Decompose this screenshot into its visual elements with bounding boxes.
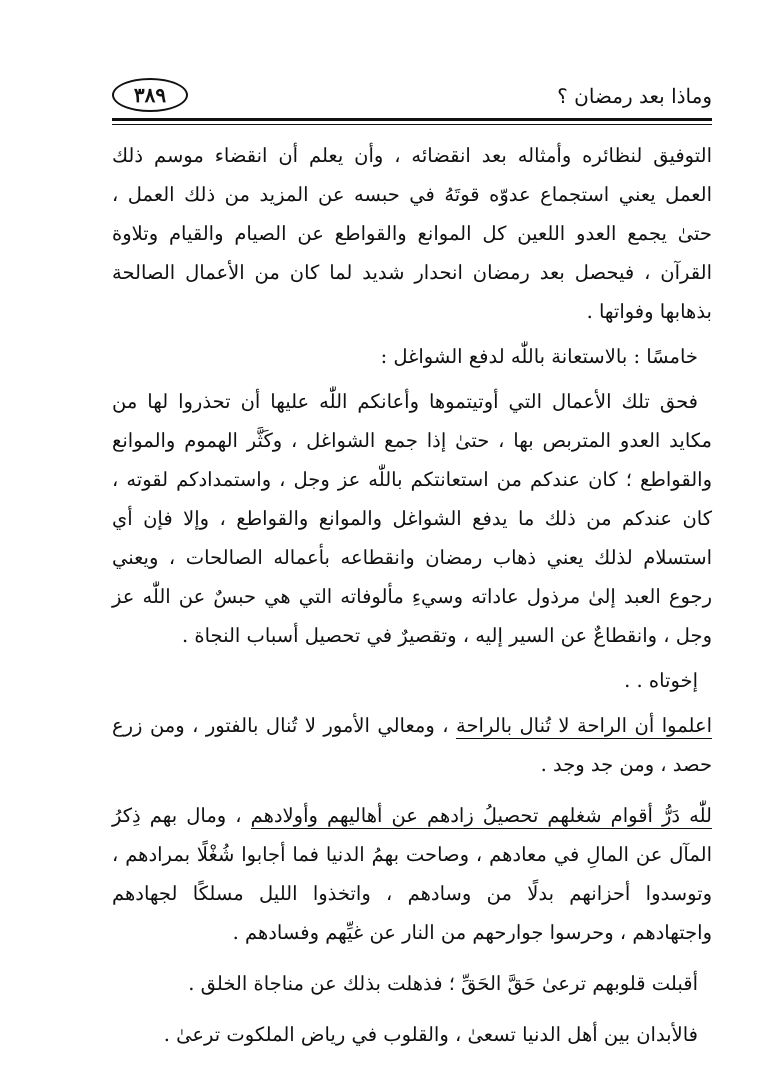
header-rule-thin (112, 124, 712, 125)
paragraph-continuation: التوفيق لنظائره وأمثاله بعد انقضائه ، وأن يعلم أن انقضاء موسم ذلك العمل يعني استجماع عدوّه قوتَهُ في حبسه عن المزيد من ذلك العمل ، حتىٰ يجمع العدو اللعين كل الموانع والقواطع عن الصيام والقيام وتلاوة القرآن ، فيحصل بعد رمضان انحدار شديد لما كان من الأعمال الصالحة بذهابها وفواتها . (112, 144, 712, 323)
underlined-phrase: للّٰه دَرُّ أقوام شغلهم تحصيلُ زادهم عن أهاليهم وأولادهم (250, 804, 712, 827)
paragraph-people (112, 796, 712, 952)
paragraph-bodies: فالأبدان بين أهل الدنيا تسعىٰ ، والقلوب في رياض الملكوت ترعىٰ . (163, 1023, 698, 1046)
paragraph-people-rest: ، ومال بهم ذِكرُ المآل عن المالِ في معادهم ، وصاحت بهمُ الدنيا فما أجابوا شُغْلًا بمرادهم ، وتوسدوا أحزانهم بدلًا من وسادهم ، واتخذوا الليل مسلكًا لجهادهم واجتهادهم ، وحرسوا جوارحهم من النار عن غيِّهم وفسادهم . (112, 804, 712, 944)
page-number: ٣٨٩ (112, 78, 188, 112)
page-body (112, 136, 712, 1054)
paragraph-seek-help: فحق تلك الأعمال التي أوتيتموها وأعانكم اللّٰه عليها أن تحذروا لها من مكايد العدو المتربص بها ، حتىٰ إذا جمع الشواغل ، وكَثَّر الهموم والموانع والقواطع ؛ كان عندكم من استعانتكم باللّٰه عز وجل ، واستمدادكم لقوته ، كان عندكم من ذلك ما يدفع الشواغل والموانع والقواطع ، وإلا فإن أي استسلام لذلك يعني ذهاب رمضان وانقطاعه بأعماله الصالحات ، ويعني رجوع العبد إلىٰ مرذول عاداته وسيءِ مألوفاته التي هي حبسٌ عن اللّٰه عز وجل ، وانقطاعٌ عن السير إليه ، وتقصيرٌ في تحصيل أسباب النجاة . (112, 390, 712, 647)
paragraph-know (112, 706, 712, 784)
paragraph-know-rest: ، ومعالي الأمور لا تُنال بالفتور ، ومن زرع حصد ، ومن جد وجد . (112, 714, 712, 776)
page-header (112, 78, 712, 114)
paragraph-hearts: أقبلت قلوبهم ترعىٰ حَقَّ الحَقِّ ؛ فذهلت بذلك عن مناجاة الخلق . (188, 972, 698, 995)
section-heading: خامسًا : بالاستعانة باللّٰه لدفع الشواغل : (380, 345, 698, 368)
address-brothers: إخوتاه . . (624, 669, 698, 692)
running-title: وماذا بعد رمضان ؟ (557, 84, 712, 108)
header-rule-thick (112, 118, 712, 121)
underlined-phrase: اعلموا أن الراحة لا تُنال بالراحة (456, 714, 713, 737)
